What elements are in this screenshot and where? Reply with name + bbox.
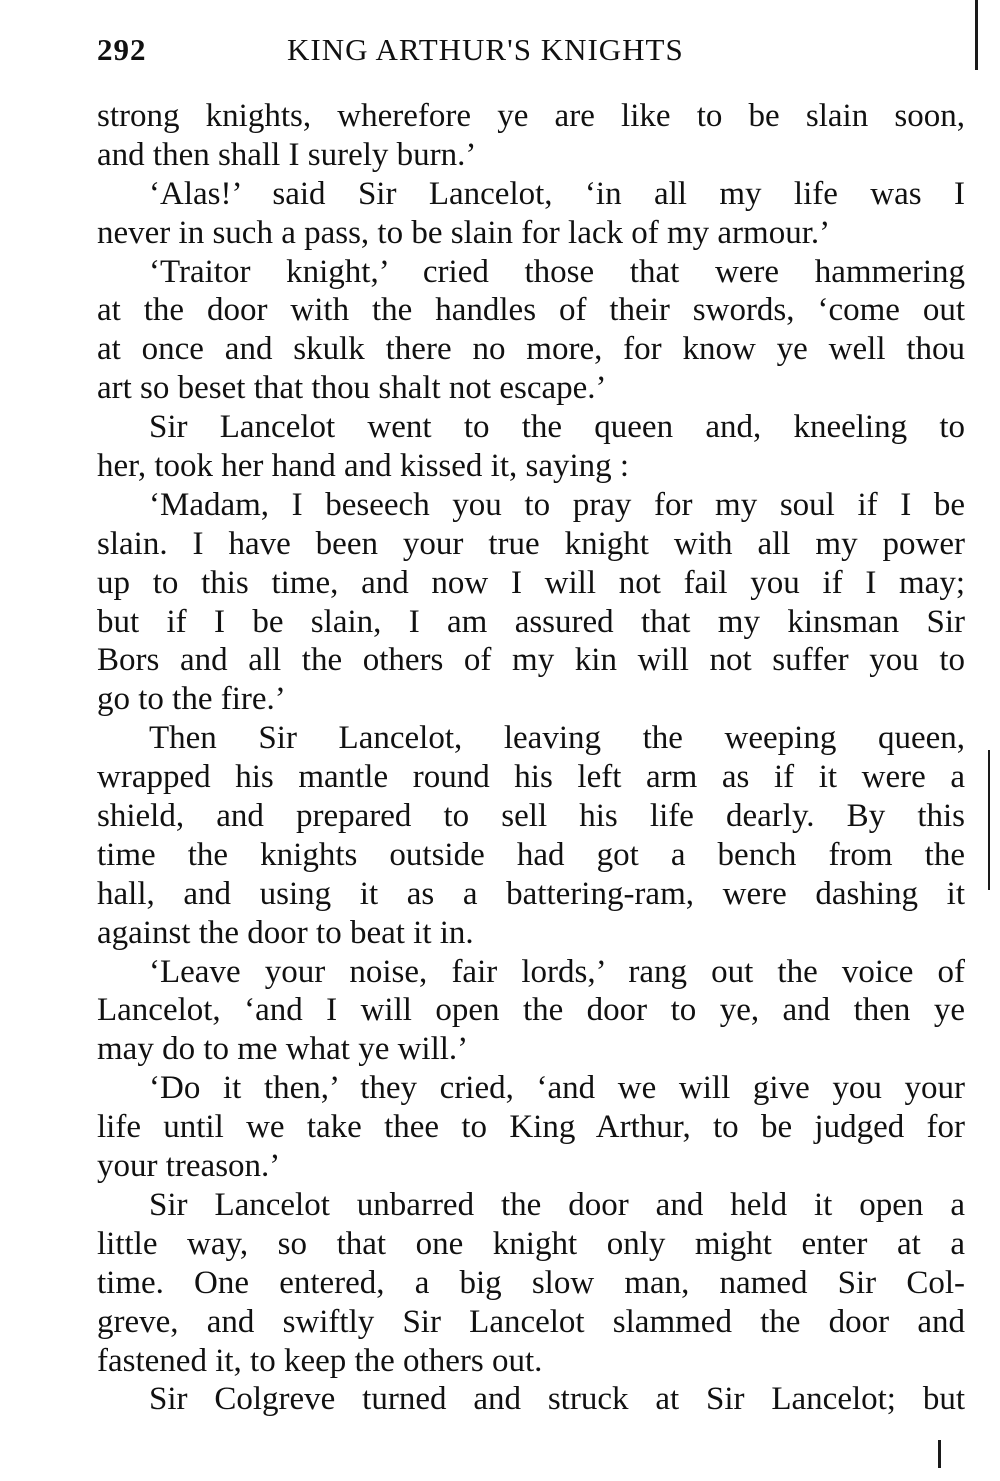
text-line: hall, and using it as a battering-ram, were dashing it (97, 875, 965, 912)
text-line: time the knights outside had got a bench from the (97, 836, 965, 873)
text-line: ‘Alas!’ said Sir Lancelot, ‘in all my life was I (149, 175, 965, 212)
text-line: wrapped his mantle round his left arm as if it were a (97, 759, 965, 796)
text-line: at the door with the handles of their swords, ‘come out (97, 292, 965, 329)
text-line: your treason.’ (97, 1148, 281, 1185)
text-line: ‘Madam, I beseech you to pray for my soul if I be (149, 486, 965, 523)
text-line: go to the fire.’ (97, 681, 286, 718)
text-line: Sir Lancelot unbarred the door and held it open a (149, 1186, 965, 1223)
text-line: Then Sir Lancelot, leaving the weeping queen, (149, 720, 965, 757)
text-line: slain. I have been your true knight with all my power (97, 525, 965, 562)
scan-edge-mark (938, 1440, 941, 1468)
text-line: Bors and all the others of my kin will not suffer you to (97, 642, 965, 679)
body-text (97, 97, 965, 1419)
text-line: art so beset that thou shalt not escape.’ (97, 370, 607, 407)
scan-edge-mark (975, 0, 978, 70)
text-line: shield, and prepared to sell his life dearly. By this (97, 798, 965, 835)
page-header (97, 32, 967, 80)
text-line: little way, so that one knight only might enter at a (97, 1225, 965, 1262)
text-line: Sir Lancelot went to the queen and, kneeling to (149, 409, 965, 446)
text-line: time. One entered, a big slow man, named Sir Col- (97, 1264, 965, 1301)
text-line: ‘Do it then,’ they cried, ‘and we will give you your (149, 1070, 965, 1107)
text-line: may do to me what ye will.’ (97, 1031, 469, 1068)
text-line: against the door to beat it in. (97, 914, 474, 951)
scan-edge-mark (988, 750, 990, 890)
text-line: never in such a pass, to be slain for lack of my armour.’ (97, 214, 831, 251)
text-line: her, took her hand and kissed it, saying : (97, 448, 630, 485)
text-line: Sir Colgreve turned and struck at Sir Lancelot; but (149, 1381, 965, 1418)
page-number: 292 (97, 32, 147, 67)
running-title: KING ARTHUR'S KNIGHTS (287, 32, 684, 67)
text-line: Lancelot, ‘and I will open the door to ye, and then ye (97, 992, 965, 1029)
text-line: up to this time, and now I will not fail you if I may; (97, 564, 965, 601)
text-line: fastened it, to keep the others out. (97, 1342, 543, 1379)
text-line: but if I be slain, I am assured that my kinsman Sir (97, 603, 965, 640)
text-line: and then shall I surely burn.’ (97, 136, 477, 173)
text-line: life until we take thee to King Arthur, to be judged for (97, 1109, 965, 1146)
text-line: greve, and swiftly Sir Lancelot slammed the door and (97, 1303, 965, 1340)
text-line: ‘Traitor knight,’ cried those that were hammering (149, 253, 965, 290)
text-line: strong knights, wherefore ye are like to be slain soon, (97, 98, 965, 134)
text-line: at once and skulk there no more, for know ye well thou (97, 331, 965, 368)
text-line: ‘Leave your noise, fair lords,’ rang out the voice of (149, 953, 965, 990)
